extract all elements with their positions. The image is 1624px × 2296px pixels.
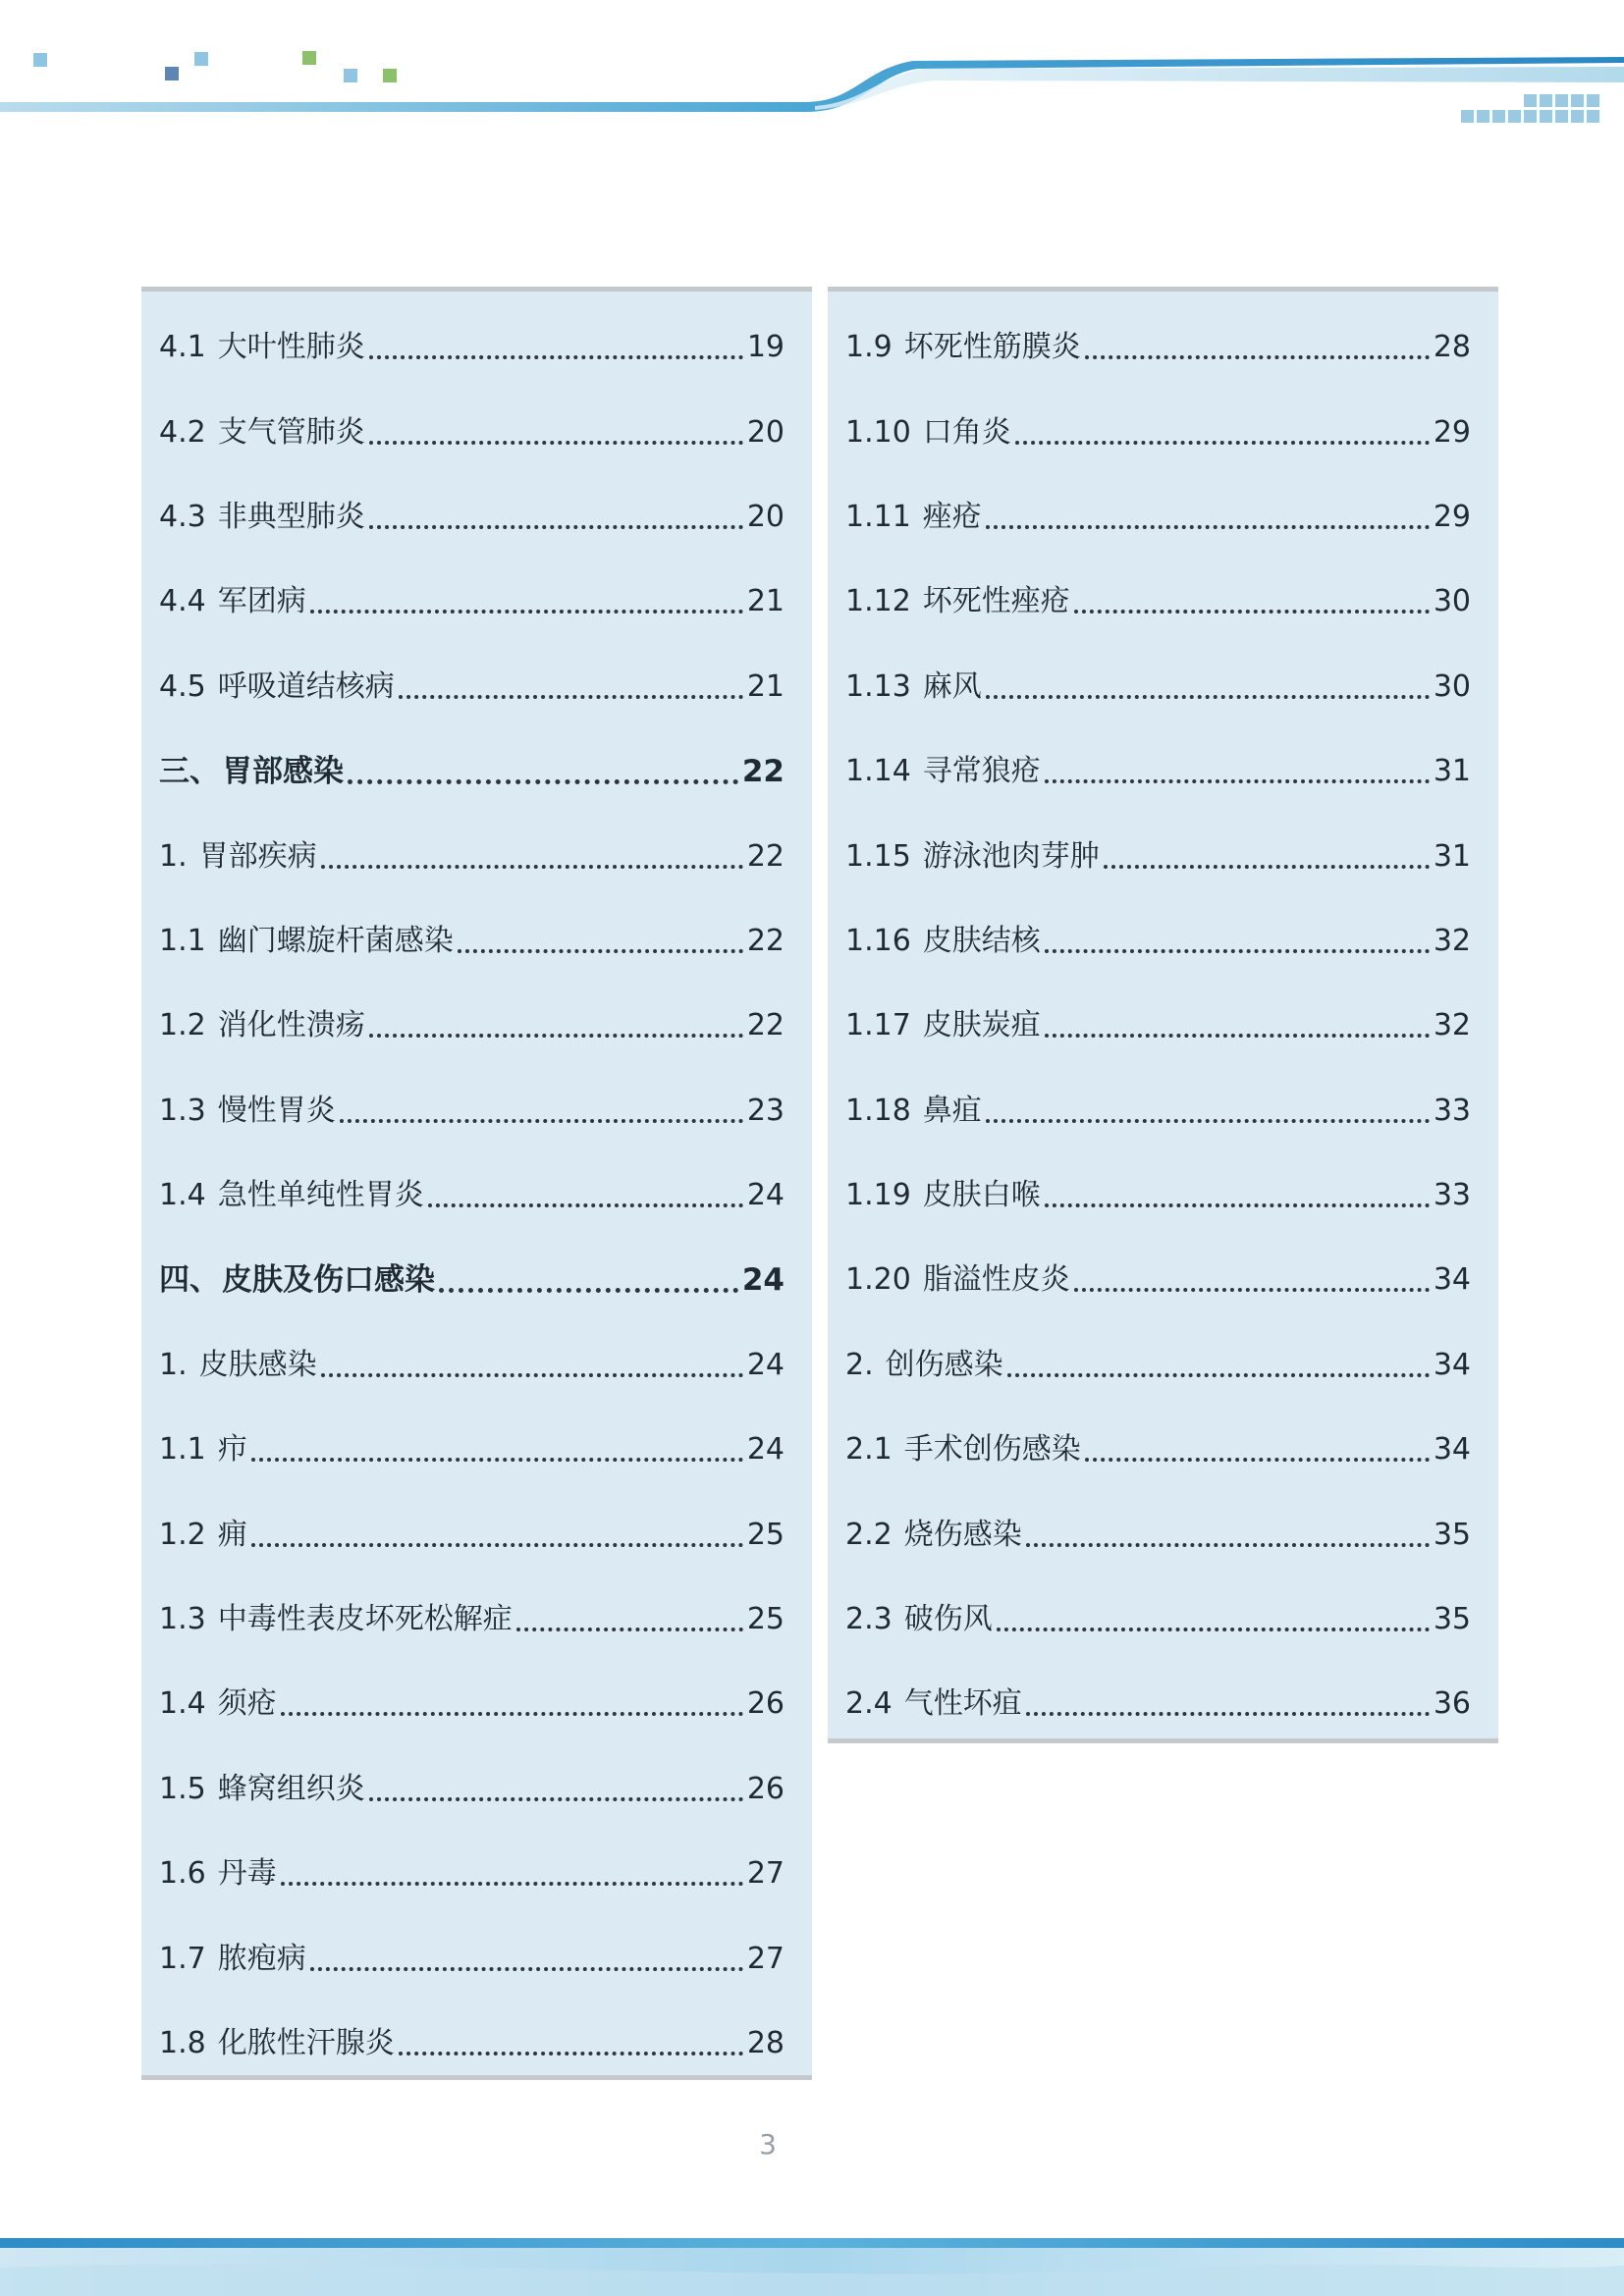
toc-entry-page: 24 [746,1178,785,1213]
toc-entry-number: 1.12 [845,584,911,619]
toc-entry[interactable] [141,1747,812,1832]
toc-entry-page: 20 [746,499,785,534]
toc-entry[interactable] [141,1069,812,1153]
toc-entry-number: 4.1 [159,330,206,365]
toc-entry-title: 慢性胃炎 [217,1093,336,1128]
toc-entry[interactable] [828,390,1498,474]
dot-leader [369,441,743,445]
toc-entry-page: 33 [1433,1178,1471,1213]
toc-entry-number: 4.2 [159,414,206,450]
dot-leader [310,610,743,614]
toc-entry-title: 皮肤及伤口感染 [222,1261,435,1298]
dot-leader [399,2052,743,2056]
toc-entry-number: 1.5 [159,1771,206,1806]
toc-entry-title: 化脓性汗腺炎 [217,2026,395,2060]
toc-entry-number: 1. [159,838,188,874]
dot-leader [1104,865,1430,869]
dot-leader [516,1628,743,1631]
dot-leader [1085,355,1430,359]
toc-entry-number: 1.20 [845,1262,911,1298]
toc-entry[interactable] [141,899,812,984]
toc-entry-title: 口角炎 [922,414,1011,450]
toc-entry-number: 三、 [159,753,220,789]
toc-entry[interactable] [828,1662,1498,1746]
toc-entry[interactable] [828,1238,1498,1322]
toc-entry-title: 丹毒 [217,1856,277,1892]
toc-entry-number: 1.1 [159,923,206,958]
toc-entry-page: 20 [746,414,785,450]
toc-entry-title: 坏死性筋膜炎 [903,330,1081,365]
toc-entry[interactable] [141,984,812,1068]
toc-entry[interactable] [141,814,812,898]
toc-entry-title: 手术创伤感染 [903,1432,1081,1468]
toc-entry-number: 1.19 [845,1178,911,1213]
toc-entry-title: 创伤感染 [885,1347,1003,1382]
toc-entry-page: 26 [746,1771,785,1806]
dot-leader [340,1119,743,1123]
toc-entry-title: 呼吸道结核病 [217,668,395,704]
toc-entry[interactable] [828,560,1498,644]
toc-entry[interactable] [141,645,812,729]
toc-entry-number: 4.4 [159,584,206,619]
toc-entry-title: 寻常狼疮 [922,754,1041,789]
toc-entry-page: 31 [1433,754,1471,789]
toc-entry[interactable] [141,1238,812,1322]
toc-entry[interactable] [828,1323,1498,1408]
toc-entry[interactable] [141,305,812,390]
toc-entry-title: 皮肤感染 [198,1347,317,1382]
dot-leader [1074,610,1430,614]
toc-entry-page: 21 [746,584,785,619]
toc-entry-title: 蜂窝组织炎 [217,1771,365,1806]
toc-entry-number: 1.6 [159,1856,206,1892]
toc-entry-title: 坏死性痤疮 [922,584,1070,619]
toc-entry-number: 1.3 [159,1093,206,1128]
toc-entry-title: 烧伤感染 [903,1517,1022,1552]
page-number: 3 [759,2128,777,2161]
dot-leader [986,525,1430,529]
dot-leader [281,1712,743,1716]
toc-entry-page: 34 [1433,1432,1471,1468]
toc-entry-number: 1. [159,1347,188,1382]
toc-entry-number: 1.16 [845,923,911,958]
toc-entry-page: 21 [746,668,785,704]
dot-leader [1045,1203,1430,1207]
toc-entry-title: 痈 [217,1517,247,1552]
toc-entry-page: 34 [1433,1347,1471,1382]
toc-entry[interactable] [828,475,1498,560]
toc-entry-page: 36 [1433,1686,1471,1722]
toc-entry-page: 28 [1433,330,1471,365]
toc-entry-number: 1.18 [845,1093,911,1128]
dot-leader [348,779,738,784]
toc-entry[interactable] [828,814,1498,898]
footer-banner [0,2228,1624,2296]
dot-leader [986,695,1430,699]
toc-entry-page: 29 [1433,499,1471,534]
toc-entry[interactable] [828,1069,1498,1153]
toc-entry-title: 皮肤结核 [922,923,1041,958]
toc-entry[interactable] [141,1662,812,1746]
toc-entry-number: 1.11 [845,499,911,534]
dot-leader [458,949,743,953]
toc-entry-title: 皮肤炭疽 [922,1008,1041,1043]
toc-entry[interactable] [141,1408,812,1492]
dot-leader [369,1034,743,1038]
dot-leader [369,525,743,529]
toc-entry-page: 26 [746,1686,785,1722]
toc-entry-page: 30 [1433,584,1471,619]
toc-entry-title: 急性单纯性胃炎 [217,1178,424,1213]
header-banner [0,0,1624,137]
toc-column-right [828,287,1498,1743]
toc-entry-title: 大叶性肺炎 [217,330,365,365]
dot-leader [1045,949,1430,953]
toc-entry-page: 33 [1433,1093,1471,1128]
toc-entry-number: 2.3 [845,1602,893,1637]
toc-entry[interactable] [828,899,1498,984]
toc-entry-page: 27 [746,1941,785,1976]
toc-entry-page: 23 [746,1093,785,1128]
dot-leader [439,1288,738,1293]
dot-leader [1085,1458,1430,1462]
toc-entry-page: 24 [741,1261,785,1298]
dot-leader [1026,1712,1430,1716]
toc-entry[interactable] [828,305,1498,390]
toc-entry[interactable] [141,1916,812,2001]
toc-entry[interactable] [141,1323,812,1408]
toc-entry-page: 24 [746,1347,785,1382]
toc-entry[interactable] [141,390,812,474]
toc-entry-page: 22 [741,753,785,789]
toc-entry[interactable] [141,1832,812,1916]
toc-entry-title: 疖 [217,1432,247,1468]
toc-entry-page: 27 [746,1856,785,1892]
toc-entry-title: 支气管肺炎 [217,414,365,450]
toc-entry[interactable] [141,2002,812,2086]
dot-leader [1045,779,1430,783]
toc-entry-number: 1.10 [845,414,911,450]
dot-leader [1045,1034,1430,1038]
toc-entry-number: 1.14 [845,754,911,789]
toc-entry-number: 1.2 [159,1008,206,1043]
dot-leader [986,1119,1430,1123]
toc-entry-title: 麻风 [922,668,982,704]
toc-entry-page: 31 [1433,838,1471,874]
toc-entry-number: 2.2 [845,1517,893,1552]
toc-entry-page: 25 [746,1517,785,1552]
toc-entry[interactable] [141,560,812,644]
toc-entry-number: 1.1 [159,1432,206,1468]
toc-entry-title: 幽门螺旋杆菌感染 [217,923,454,958]
dot-leader [1007,1373,1430,1377]
toc-entry-title: 军团病 [217,584,306,619]
dot-leader [321,1373,743,1377]
toc-entry-page: 22 [746,838,785,874]
dot-leader [1026,1543,1430,1547]
toc-entry-title: 脓疱病 [217,1941,306,1976]
toc-entry-number: 2.4 [845,1686,893,1722]
toc-entry-page: 22 [746,1008,785,1043]
toc-entry-page: 19 [746,330,785,365]
toc-entry-title: 脂溢性皮炎 [922,1262,1070,1298]
toc-entry-number: 1.7 [159,1941,206,1976]
toc-entry[interactable] [828,1492,1498,1576]
toc-entry[interactable] [141,1577,812,1662]
toc-entry[interactable] [828,1408,1498,1492]
toc-entry-page: 34 [1433,1262,1471,1298]
toc-entry-page: 32 [1433,923,1471,958]
dot-leader [251,1543,743,1547]
toc-entry-page: 22 [746,923,785,958]
toc-entry-number: 1.4 [159,1178,206,1213]
toc-entry-title: 游泳池肉芽肿 [922,838,1100,874]
toc-entry[interactable] [141,1153,812,1238]
dot-leader [369,355,743,359]
toc-entry-page: 24 [746,1432,785,1468]
toc-entry-number: 2.1 [845,1432,893,1468]
dot-leader [251,1458,743,1462]
toc-entry[interactable] [828,1577,1498,1662]
dot-leader [997,1628,1430,1631]
toc-entry-page: 32 [1433,1008,1471,1043]
toc-entry-title: 痤疮 [922,499,982,534]
toc-entry-page: 35 [1433,1517,1471,1552]
toc-entry-page: 28 [746,2026,785,2060]
toc-entry[interactable] [828,729,1498,814]
toc-entry-title: 气性坏疽 [903,1686,1022,1722]
toc-entry-title: 鼻疽 [922,1093,982,1128]
toc-entry[interactable] [828,984,1498,1068]
toc-entry-title: 须疮 [217,1686,277,1722]
toc-entry-title: 皮肤白喉 [922,1178,1041,1213]
dot-leader [321,865,743,869]
toc-entry-number: 4.5 [159,668,206,704]
toc-entry[interactable] [141,729,812,814]
toc-entry-title: 中毒性表皮坏死松解症 [217,1602,513,1637]
toc-entry-title: 胃部疾病 [198,838,317,874]
toc-entry-number: 1.4 [159,1686,206,1722]
dot-leader [1015,441,1430,445]
toc-entry-title: 消化性溃疡 [217,1008,365,1043]
toc-entry-number: 2. [845,1347,874,1382]
toc-entry-number: 1.8 [159,2026,206,2060]
dot-leader [428,1203,743,1207]
toc-entry-title: 非典型肺炎 [217,499,365,534]
toc-entry-title: 胃部感染 [222,753,344,789]
toc-entry-page: 35 [1433,1602,1471,1637]
toc-entry-number: 1.2 [159,1517,206,1552]
toc-entry-number: 1.13 [845,668,911,704]
toc-entry[interactable] [141,475,812,560]
toc-entry-number: 1.15 [845,838,911,874]
toc-entry-page: 29 [1433,414,1471,450]
dot-leader [399,695,743,699]
toc-entry-number: 1.9 [845,330,893,365]
toc-entry[interactable] [828,1153,1498,1238]
dot-leader [369,1797,743,1801]
toc-entry-title: 破伤风 [903,1602,993,1637]
toc-entry-number: 1.17 [845,1008,911,1043]
toc-entry-page: 25 [746,1602,785,1637]
toc-entry-number: 四、 [159,1261,220,1298]
toc-entry[interactable] [828,645,1498,729]
toc-entry-number: 1.3 [159,1602,206,1637]
toc-column-left [141,287,812,2080]
toc-entry-number: 4.3 [159,499,206,534]
dot-leader [310,1967,743,1971]
toc-entry[interactable] [141,1492,812,1576]
toc-entry-page: 30 [1433,668,1471,704]
dot-leader [1074,1288,1430,1292]
dot-leader [281,1882,743,1886]
